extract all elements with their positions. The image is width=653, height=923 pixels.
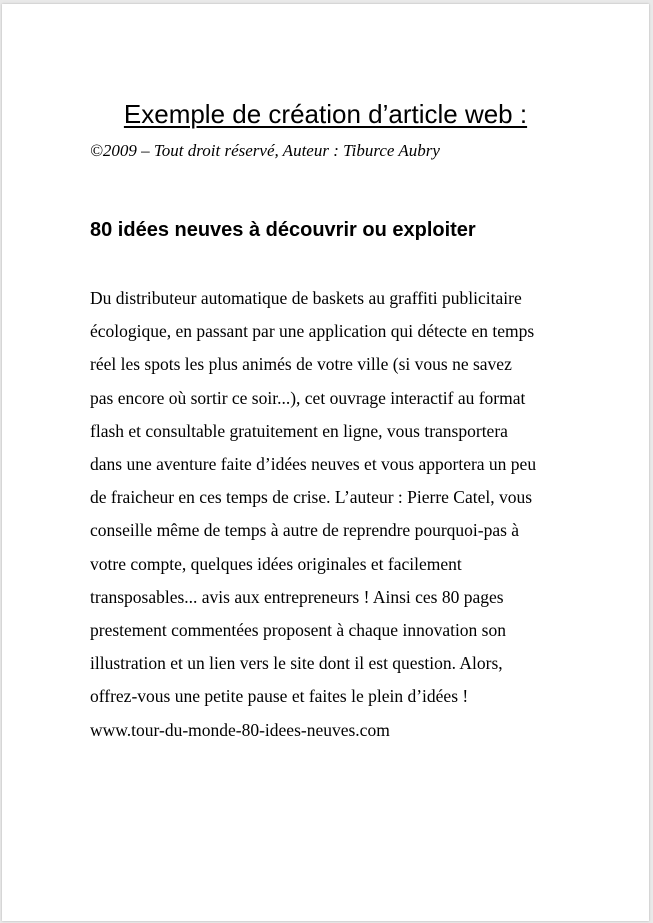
document-title-text: Exemple de création d’article web : bbox=[123, 99, 528, 129]
body-line: illustration et un lien vers le site dont il est question. Alors, bbox=[90, 653, 503, 674]
body-line: réel les spots les plus animés de votre ville (si vous ne savez bbox=[90, 354, 512, 375]
body-line: flash et consultable gratuitement en ligne, vous transportera bbox=[90, 420, 508, 441]
body-line: votre compte, quelques idées originales et facilement bbox=[90, 553, 462, 574]
body-line: écologique, en passant par une application qui détecte en temps bbox=[90, 321, 535, 342]
website-url: www.tour-du-monde-80-idees-neuves.com bbox=[90, 719, 390, 740]
body-line: transposables... avis aux entrepreneurs ! Ainsi ces 80 pages bbox=[90, 586, 504, 607]
article-body bbox=[90, 282, 570, 747]
document-title bbox=[2, 98, 649, 130]
body-line: de fraicheur en ces temps de crise. L’auteur : Pierre Catel, vous bbox=[90, 487, 533, 508]
body-line: prestement commentées proposent à chaque innovation son bbox=[90, 620, 506, 641]
body-line: offrez-vous une petite pause et faites le plein d’idées ! bbox=[90, 686, 469, 707]
body-line: pas encore où sortir ce soir...), cet ouvrage interactif au format bbox=[90, 387, 526, 408]
document-page bbox=[2, 4, 649, 921]
body-line: dans une aventure faite d’idées neuves et vous apportera un peu bbox=[90, 454, 537, 475]
body-line: Du distributeur automatique de baskets au graffiti publicitaire bbox=[90, 288, 522, 308]
article-heading: 80 idées neuves à découvrir ou exploiter bbox=[90, 219, 476, 241]
body-line: conseille même de temps à autre de reprendre pourquoi-pas à bbox=[90, 520, 520, 541]
copyright-line: ©2009 – Tout droit réservé, Auteur : Tiburce Aubry bbox=[90, 141, 440, 160]
